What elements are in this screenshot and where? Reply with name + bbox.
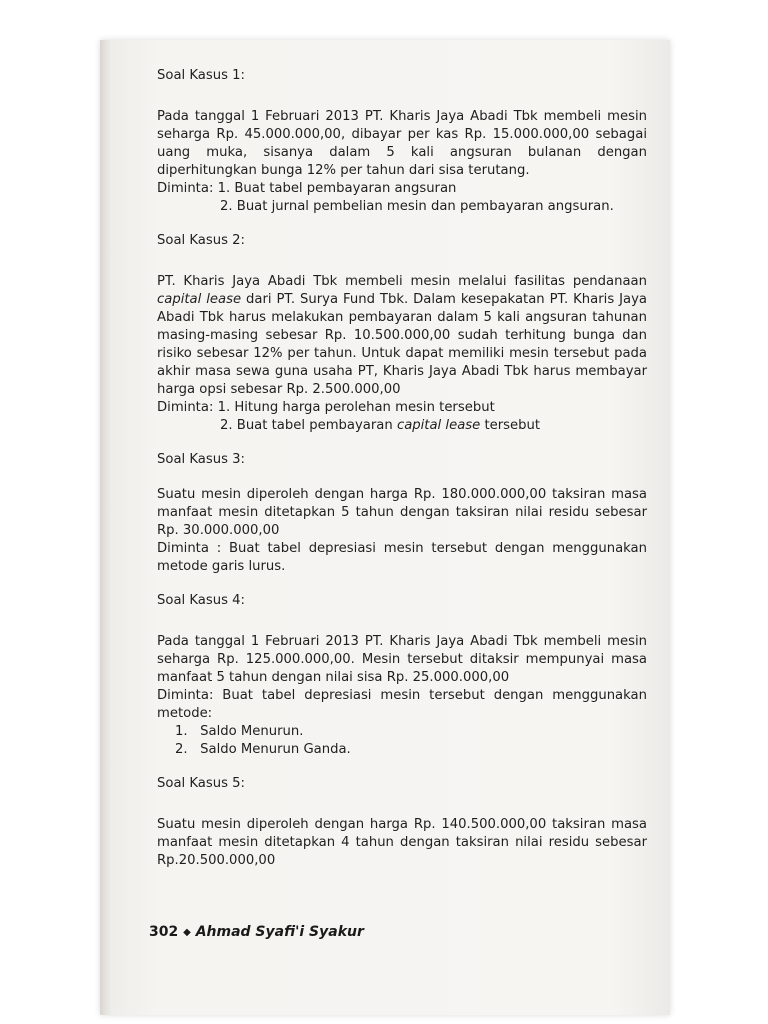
case-2-request-2-part-c: tersebut	[480, 418, 541, 433]
case-4-request: Diminta: Buat tabel depresiasi mesin tersebut dengan menggunakan metode:	[157, 688, 647, 721]
case-2-request-2-part-a: 2. Buat tabel pembayaran	[220, 418, 397, 433]
page-number: 302	[149, 924, 179, 940]
diamond-separator-icon: ◆	[183, 927, 191, 938]
case-5-heading: Soal Kasus 5:	[157, 776, 245, 791]
author-name: Ahmad Syafi'i Syakur	[195, 924, 364, 940]
case-2-heading: Soal Kasus 2:	[157, 233, 245, 248]
case-2-paragraph	[157, 273, 647, 399]
case-1-requests	[157, 180, 647, 216]
case-4-method-list	[157, 723, 647, 759]
case-1-paragraph: Pada tanggal 1 Februari 2013 PT. Kharis Jaya Abadi Tbk membeli mesin seharga Rp. 45.000.000,00, dibayar per kas Rp. 15.000.000,00 sebagai uang muka, sisanya dalam 5 kali angsuran bulanan dengan diperhitungkan bunga 12% per tahun dari sisa terutang.	[157, 109, 647, 178]
case-4	[157, 592, 647, 759]
case-3-request: Diminta : Buat tabel depresiasi mesin tersebut dengan menggunakan metode garis lurus.	[157, 541, 647, 574]
page-content	[157, 67, 647, 886]
case-2-request-2-italic: capital lease	[396, 418, 481, 433]
case-2-requests	[157, 399, 647, 435]
case-2-request-2	[157, 417, 647, 435]
case-4-heading: Soal Kasus 4:	[157, 593, 245, 608]
case-1-heading: Soal Kasus 1:	[157, 68, 245, 83]
case-1	[157, 67, 647, 216]
case-5-paragraph: Suatu mesin diperoleh dengan harga Rp. 140.500.000,00 taksiran masa manfaat mesin ditetapkan 4 tahun dengan taksiran nilai residu sebesar Rp.20.500.000,00	[157, 817, 647, 868]
case-4-paragraph: Pada tanggal 1 Februari 2013 PT. Kharis Jaya Abadi Tbk membeli mesin seharga Rp. 125.000.000,00. Mesin tersebut ditaksir mempunyai masa manfaat 5 tahun dengan nilai sisa Rp. 25.000.000,00	[157, 634, 647, 685]
case-2	[157, 232, 647, 435]
case-3-heading: Soal Kasus 3:	[157, 452, 245, 467]
case-2-paragraph-part-a: PT. Kharis Jaya Abadi Tbk membeli mesin melalui fasilitas pendanaan	[157, 274, 647, 289]
case-4-method-1: 1. Saldo Menurun.	[175, 724, 304, 739]
case-4-method-2: 2. Saldo Menurun Ganda.	[175, 742, 351, 757]
case-2-paragraph-part-b: dari PT. Surya Fund Tbk. Dalam kesepakatan PT. Kharis Jaya Abadi Tbk harus melakukan pembayaran dalam 5 kali angsuran tahunan masing-masing sebesar Rp. 10.500.000,00 sudah terhitung bunga dan risiko sebesar 12% per tahun. Untuk dapat memiliki mesin tersebut pada akhir masa sewa guna usaha PT, Kharis Jaya Abadi Tbk harus membayar harga opsi sebesar Rp. 2.500.000,00	[157, 292, 647, 397]
book-page	[100, 40, 670, 1015]
case-3-paragraph: Suatu mesin diperoleh dengan harga Rp. 180.000.000,00 taksiran masa manfaat mesin ditetapkan 5 tahun dengan taksiran nilai residu sebesar Rp. 30.000.000,00	[157, 487, 647, 538]
case-2-paragraph-italic: capital lease	[157, 292, 242, 307]
case-5	[157, 775, 647, 870]
page-footer	[149, 924, 364, 940]
case-2-request-1: Diminta: 1. Hitung harga perolehan mesin tersebut	[157, 400, 495, 415]
case-1-request-1: Diminta: 1. Buat tabel pembayaran angsuran	[157, 181, 457, 196]
case-3	[157, 451, 647, 576]
case-1-request-2: 2. Buat jurnal pembelian mesin dan pembayaran angsuran.	[220, 199, 614, 214]
